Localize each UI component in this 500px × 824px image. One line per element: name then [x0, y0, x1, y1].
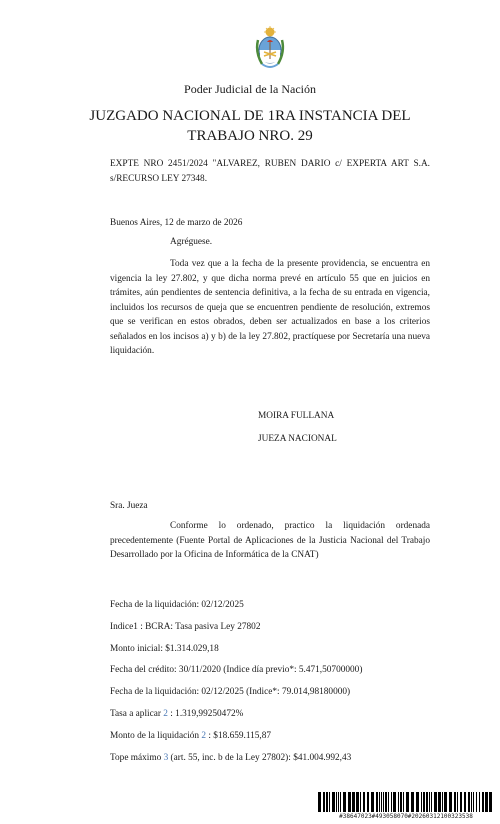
barcode-bar: [468, 792, 470, 812]
barcode-bar: [434, 792, 437, 812]
barcode-bar: [318, 792, 321, 812]
calc-tasa: [110, 709, 243, 719]
calc-tasa-label: Tasa a aplicar: [110, 709, 164, 719]
barcode-bar: [406, 792, 409, 812]
barcode-bar: [363, 792, 365, 812]
barcode: [318, 792, 494, 822]
barcode-bar: [457, 792, 458, 812]
calc-tasa-value: : 1.319,99250472%: [167, 709, 244, 719]
calc-monto-liq-label: Monto de la liquidación: [110, 731, 202, 741]
calc-fecha-credito: Fecha del crédito: 30/11/2020 (Indice día previo*: 5.471,50700000): [110, 665, 363, 675]
salutation: Sra. Jueza: [110, 501, 148, 511]
calc-fecha-liquidacion: Fecha de la liquidación: 02/12/2025: [110, 600, 244, 610]
barcode-bar: [336, 792, 337, 812]
barcode-bar: [340, 792, 341, 812]
calc-indice: Indice1 : BCRA: Tasa pasiva Ley 27802: [110, 622, 261, 632]
barcode-bar: [381, 792, 382, 812]
calc-tope-label: Tope máximo: [110, 753, 164, 763]
barcode-bar: [338, 792, 339, 812]
court-name-line-1: JUZGADO NACIONAL DE 1RA INSTANCIA DEL: [89, 108, 411, 124]
barcode-bar: [442, 792, 443, 812]
barcode-bar: [403, 792, 404, 812]
barcode-bar: [385, 792, 387, 812]
case-heading: EXPTE NRO 2451/2024 "ALVAREZ, RUBEN DARIO c/ EXPERTA ART S.A. s/RECURSO LEY 27348.: [110, 159, 430, 184]
barcode-text: #38647023#493058070#20260312100323538: [339, 813, 473, 820]
calc-monto-inicial: Monto inicial: $1.314.029,18: [110, 644, 219, 654]
barcode-bar: [489, 792, 492, 812]
barcode-bar: [426, 792, 428, 812]
place-date: Buenos Aires, 12 de marzo de 2026: [110, 218, 243, 228]
barcode-bar: [454, 792, 456, 812]
signature-name: MOIRA FULLANA: [258, 411, 335, 421]
barcode-bar: [429, 792, 430, 812]
barcode-bar: [479, 792, 480, 812]
barcode-bar: [423, 792, 425, 812]
barcode-bar: [367, 792, 369, 812]
barcode-bar: [323, 792, 325, 812]
barcode-bar: [485, 792, 488, 812]
barcode-bar: [476, 792, 477, 812]
calc-monto-liq-value: : $18.659.115,87: [206, 731, 272, 741]
signature-title: JUEZA NACIONAL: [258, 434, 337, 444]
barcode-bar: [400, 792, 402, 812]
court-name: [0, 106, 500, 146]
court-name-line-2: TRABAJO NRO. 29: [187, 128, 313, 144]
calc-tope-value: (art. 55, inc. b de la Ley 27802): $41.004.992,43: [168, 753, 352, 763]
barcode-bar: [460, 792, 462, 812]
barcode-bar: [352, 792, 355, 812]
footnote-link-2b[interactable]: 2: [201, 731, 207, 741]
barcode-bar: [379, 792, 380, 812]
barcode-bar: [356, 792, 359, 812]
barcode-bar: [464, 792, 466, 812]
calc-monto-liquidacion: [110, 731, 271, 741]
calc-tope-maximo: [110, 753, 351, 763]
barcode-bar: [383, 792, 384, 812]
barcode-bar: [473, 792, 474, 812]
barcode-bar: [391, 792, 392, 812]
barcode-bar: [398, 792, 399, 812]
barcode-bar: [371, 792, 374, 812]
barcode-bar: [329, 792, 330, 812]
barcode-bar: [343, 792, 346, 812]
court-line: Poder Judicial de la Nación: [184, 82, 316, 96]
barcode-bar: [326, 792, 328, 812]
barcode-bar: [376, 792, 378, 812]
barcode-bars: [318, 792, 494, 812]
resolution-paragraph: Toda vez que a la fecha de la presente providencia, se encuentra en vigencia la ley 27.802, y que dicha norma prevé en artículo 55 que en juicios en trámites, aún pendientes de sentencia definitiva, a la fecha de su entrada en vigencia, incluidos los recursos de queja que se encuentren pendiente de resolución, extremos que se verifican en estos obrados, deben ser actualizados en base a los criterios señalados en los incisos a) y b) de la ley 27.802, practíquese por Secretaría una nueva liquidación.: [110, 259, 430, 356]
footnote-link-2[interactable]: 2: [163, 709, 168, 719]
barcode-bar: [444, 792, 447, 812]
footnote-link-3[interactable]: 3: [163, 753, 169, 763]
barcode-bar: [360, 792, 361, 812]
report-intro: Conforme lo ordenado, practico la liquidación ordenada precedentemente (Fuente Portal de Aplicaciones de la Justicia Nacional del Trabajo Desarrollado por la Oficina de Informática de la CNAT): [110, 521, 430, 560]
barcode-bar: [393, 792, 396, 812]
barcode-bar: [449, 792, 452, 812]
barcode-bar: [438, 792, 441, 812]
barcode-bar: [411, 792, 414, 812]
calc-fecha-liquidacion-indice: Fecha de la liquidación: 02/12/2025 (Indice*: 79.014,98180000): [110, 687, 351, 697]
barcode-bar: [421, 792, 422, 812]
barcode-bar: [416, 792, 419, 812]
agreguese: Agréguese.: [170, 237, 213, 247]
barcode-bar: [471, 792, 472, 812]
barcode-bar: [332, 792, 335, 812]
barcode-bar: [431, 792, 432, 812]
barcode-bar: [388, 792, 389, 812]
barcode-bar: [348, 792, 351, 812]
barcode-bar: [482, 792, 484, 812]
coat-of-arms-icon: [252, 26, 288, 70]
